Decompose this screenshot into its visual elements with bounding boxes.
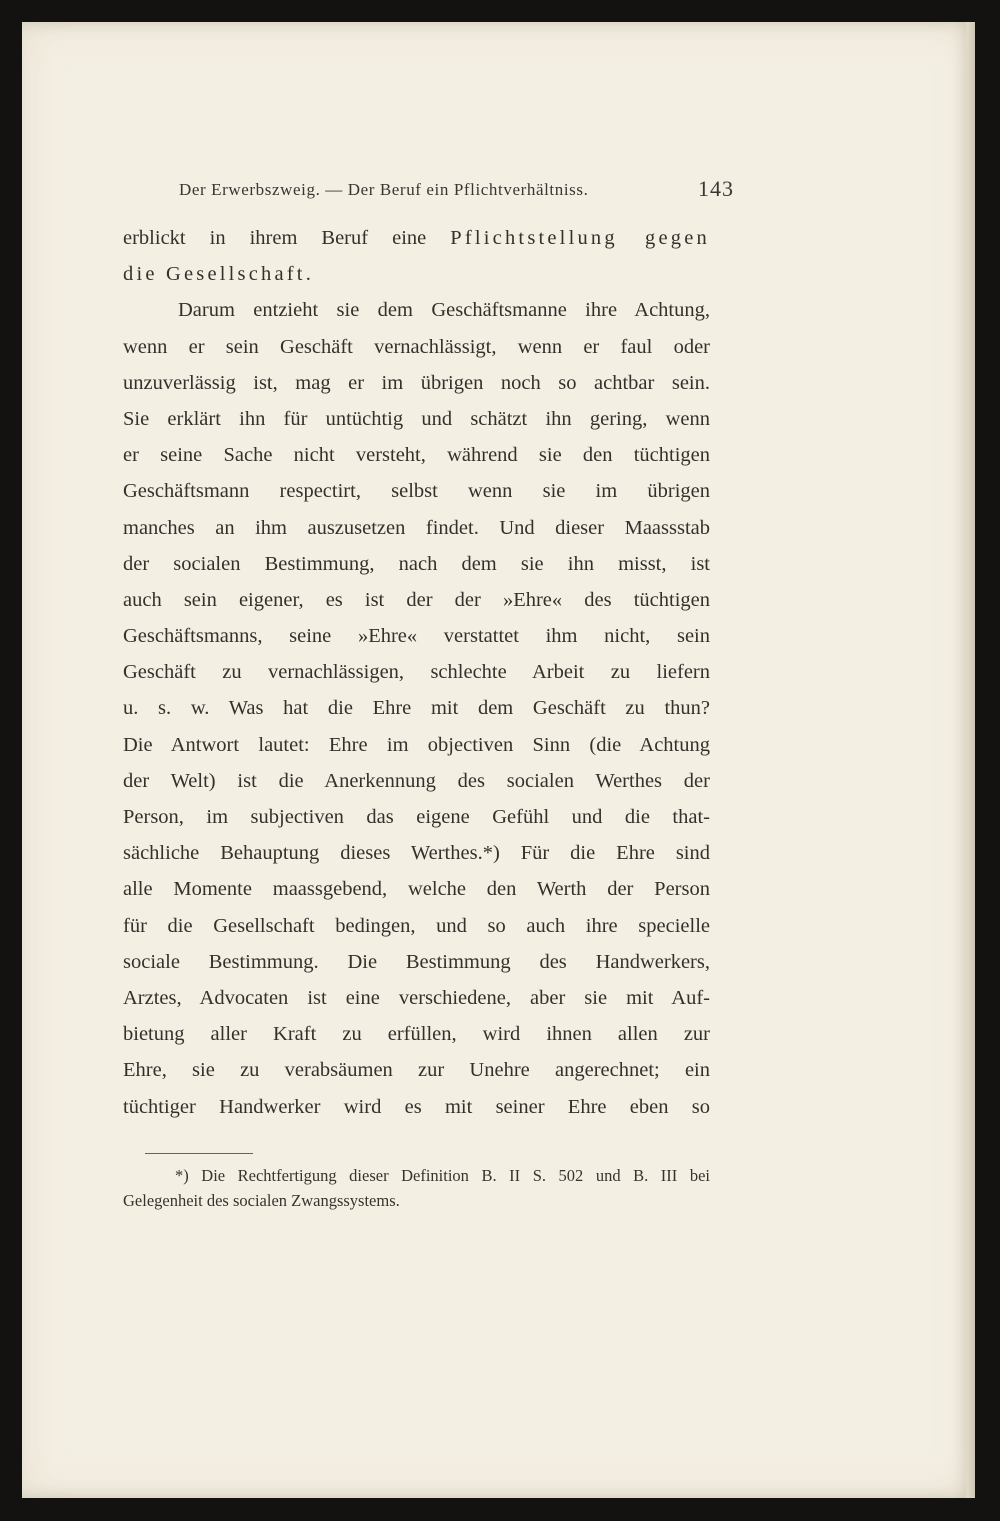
footnote-divider xyxy=(145,1153,253,1154)
text-line-plain: . xyxy=(305,263,311,286)
text-line: wenn er sein Geschäft vernachlässigt, wenn er faul oder xyxy=(123,335,710,358)
running-head xyxy=(179,176,734,206)
text-line: sächliche Behauptung dieses Werthes.*) Für die Ehre sind xyxy=(123,842,710,865)
footnote xyxy=(123,1163,710,1213)
footnote-line: *) Die Rechtfertigung dieser Definition B. II S. 502 und B. III bei xyxy=(175,1166,710,1185)
text-line: unzuverlässig ist, mag er im übrigen noch so achtbar sein. xyxy=(123,371,710,394)
page-edge-shadow xyxy=(966,22,975,1498)
text-line: Person, im subjectiven das eigene Gefühl und die that- xyxy=(123,806,710,828)
text-line: Die Antwort lautet: Ehre im objectiven Sinn (die Achtung xyxy=(123,733,710,756)
footnote-line: Gelegenheit des socialen Zwangssystems. xyxy=(123,1191,400,1210)
text-line: Geschäftsmanns, seine »Ehre« verstattet ihm nicht, sein xyxy=(123,625,710,648)
text-line: er seine Sache nicht versteht, während sie den tüchtigen xyxy=(123,444,710,467)
spaced-emphasis: Pflichtstellung gegen xyxy=(450,227,710,249)
text-line xyxy=(123,256,710,292)
text-line: Ehre, sie zu verabsäumen zur Unehre angerechnet; ein xyxy=(123,1059,710,1082)
page-number: 143 xyxy=(698,176,734,201)
text-line xyxy=(123,220,710,256)
running-head-title: Der Erwerbszweig. — Der Beruf ein Pflichtverhältniss. xyxy=(179,180,589,199)
text-line: tüchtiger Handwerker wird es mit seiner Ehre eben so xyxy=(123,1095,710,1118)
text-line-plain: erblickt in ihrem Beruf eine xyxy=(123,227,451,249)
text-line: Arztes, Advocaten ist eine verschiedene, aber sie mit Auf- xyxy=(123,986,710,1009)
text-line: manches an ihm auszusetzen findet. Und dieser Maassstab xyxy=(123,516,710,539)
text-line: auch sein eigener, es ist der der »Ehre« des tüchtigen xyxy=(123,588,710,611)
text-line: bietung aller Kraft zu erfüllen, wird ihnen allen zur xyxy=(123,1023,710,1046)
text-line: der socialen Bestimmung, nach dem sie ihn misst, ist xyxy=(123,552,710,575)
text-line: sociale Bestimmung. Die Bestimmung des Handwerkers, xyxy=(123,950,710,973)
spaced-emphasis: die Gesellschaft xyxy=(123,263,306,286)
text-line: der Welt) ist die Anerkennung des socialen Werthes der xyxy=(123,769,710,792)
text-line: Geschäft zu vernachlässigen, schlechte Arbeit zu liefern xyxy=(123,661,710,684)
text-line: u. s. w. Was hat die Ehre mit dem Geschäft zu thun? xyxy=(123,697,710,720)
text-line: für die Gesellschaft bedingen, und so auch ihre specielle xyxy=(123,914,710,937)
body-text xyxy=(123,220,710,1125)
text-line: Darum entzieht sie dem Geschäftsmanne ihre Achtung, xyxy=(178,299,710,322)
text-line: Geschäftsmann respectirt, selbst wenn sie im übrigen xyxy=(123,480,710,503)
text-line: alle Momente maassgebend, welche den Werth der Person xyxy=(123,878,710,901)
text-line: Sie erklärt ihn für untüchtig und schätzt ihn gering, wenn xyxy=(123,407,710,430)
